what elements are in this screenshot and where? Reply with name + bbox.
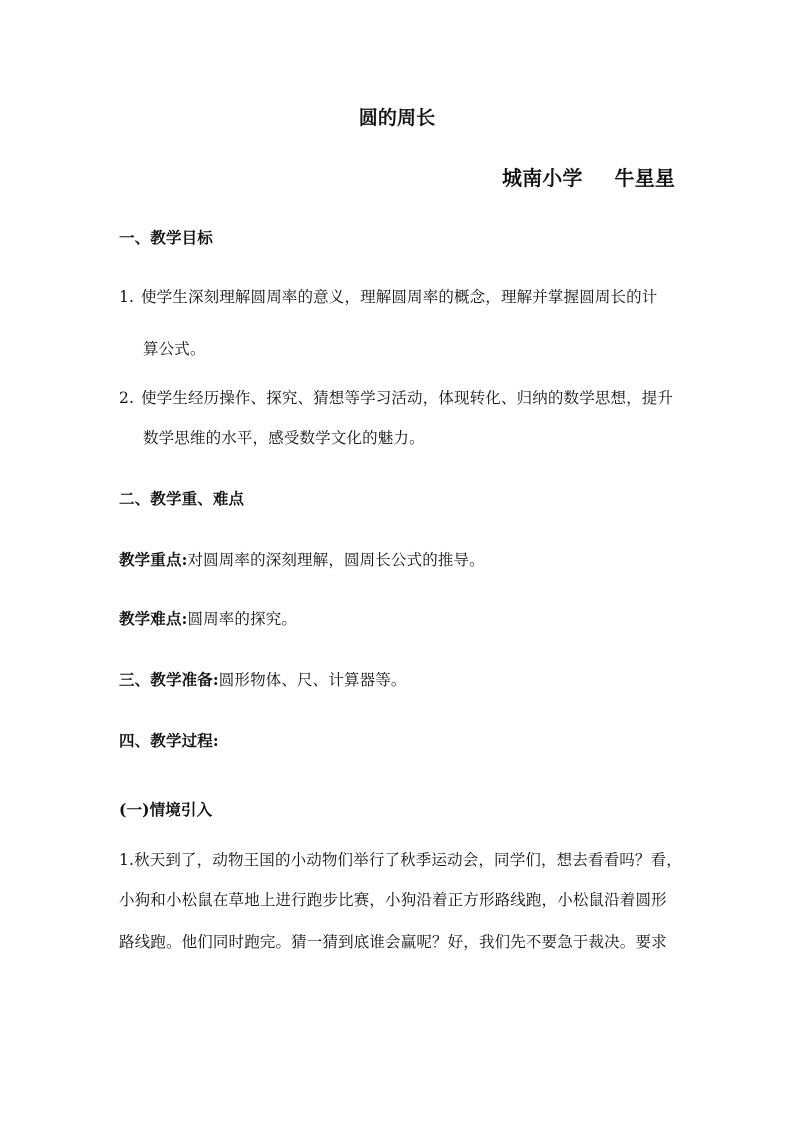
objective-item-2-line-1 <box>119 388 673 408</box>
difficult-point-label: 教学难点: <box>119 609 188 628</box>
key-point-label: 教学重点: <box>119 550 188 569</box>
objective-text: 使学生经历操作、探究、猜想等学习活动，体现转化、归纳的数学思想，提升 <box>141 389 674 407</box>
key-point-line <box>119 550 485 570</box>
school-name: 城南小学 <box>501 166 583 190</box>
objective-item-1-line-1 <box>119 287 657 307</box>
subsection-heading-intro: (一)情境引入 <box>119 800 213 819</box>
objective-item-2-line-2: 数学思维的水平，感受数学文化的魅力。 <box>143 429 425 447</box>
section-heading-key-points: 二、教学重、难点 <box>119 489 245 508</box>
section-heading-objectives: 一、教学目标 <box>119 228 213 247</box>
paragraph-line-3: 路线跑。他们同时跑完。猜一猜到底谁会赢呢？好，我们先不要急于裁决。要求 <box>119 933 667 951</box>
objective-number: 2. <box>119 389 135 407</box>
preparation-text: 圆形物体、尺、计算器等。 <box>218 671 407 689</box>
preparation-label: 三、教学准备: <box>119 670 219 689</box>
objective-item-1-line-2: 算公式。 <box>143 340 206 358</box>
objective-number: 1. <box>119 288 135 306</box>
paragraph-line-2: 小狗和小松鼠在草地上进行跑步比赛，小狗沿着正方形路线跑，小松鼠沿着圆形 <box>119 891 667 909</box>
objective-text: 使学生深刻理解圆周率的意义，理解圆周率的概念，理解并掌握圆周长的计 <box>141 288 658 306</box>
document-title: 圆的周长 <box>358 107 436 129</box>
section-heading-process: 四、教学过程: <box>119 731 219 750</box>
author-name: 牛星星 <box>614 166 675 190</box>
author-line <box>502 165 675 191</box>
preparation-line <box>119 670 407 690</box>
paragraph-line-1: 1.秋天到了，动物王国的小动物们举行了秋季运动会，同学们，想去看看吗？看， <box>119 851 682 869</box>
difficult-point-text: 圆周率的探究。 <box>187 610 298 628</box>
key-point-text: 对圆周率的深刻理解，圆周长公式的推导。 <box>187 551 485 569</box>
difficult-point-line <box>119 609 297 629</box>
